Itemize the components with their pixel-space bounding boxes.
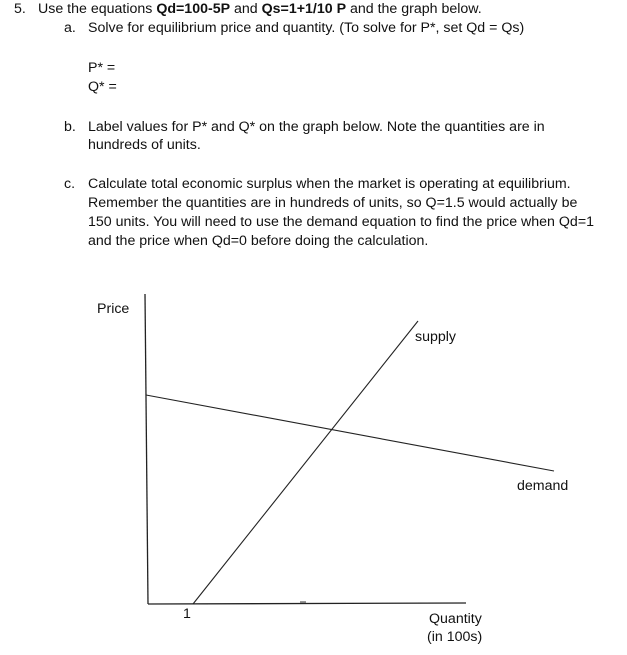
x-tick-label: 1 xyxy=(183,606,191,622)
part-b-label: b. xyxy=(64,119,76,135)
q-star-answer: Q* = xyxy=(88,79,117,95)
supply-curve xyxy=(193,321,418,604)
and-word: and xyxy=(230,1,262,17)
part-b-text-line2: hundreds of units. xyxy=(88,137,201,153)
qs-equation: Qs=1+1/10 P xyxy=(261,1,347,17)
demand-label: demand xyxy=(517,478,569,494)
x-axis xyxy=(148,603,466,604)
part-c-text-line2: Remember the quantities are in hundreds of units, so Q=1.5 would actually be xyxy=(88,195,578,211)
intro-prefix: Use the equations xyxy=(38,1,157,17)
intro-suffix: and the graph below. xyxy=(346,1,482,17)
p-star-answer: P* = xyxy=(88,60,116,76)
question-number: 5. xyxy=(14,1,26,17)
quantity-axis-units: (in 100s) xyxy=(427,629,483,645)
y-axis xyxy=(145,294,148,604)
part-c-label: c. xyxy=(64,176,76,192)
part-a-label: a. xyxy=(64,20,76,36)
supply-label: supply xyxy=(415,329,457,345)
part-c-text-line1: Calculate total economic surplus when the market is operating at equilibrium. xyxy=(88,176,571,192)
part-b-text-line1: Label values for P* and Q* on the graph below. Note the quantities are in xyxy=(88,119,545,135)
part-c-text-line3: 150 units. You will need to use the demand equation to find the price when Qd=1 xyxy=(88,214,594,230)
part-c-text-line4: and the price when Qd=0 before doing the calculation. xyxy=(88,233,429,249)
qd-equation: Qd=100-5P xyxy=(156,1,231,17)
part-a-text: Solve for equilibrium price and quantity. (To solve for P*, set Qd = Qs) xyxy=(88,20,525,36)
price-axis-label: Price xyxy=(97,301,130,317)
quantity-axis-label: Quantity xyxy=(429,611,482,627)
